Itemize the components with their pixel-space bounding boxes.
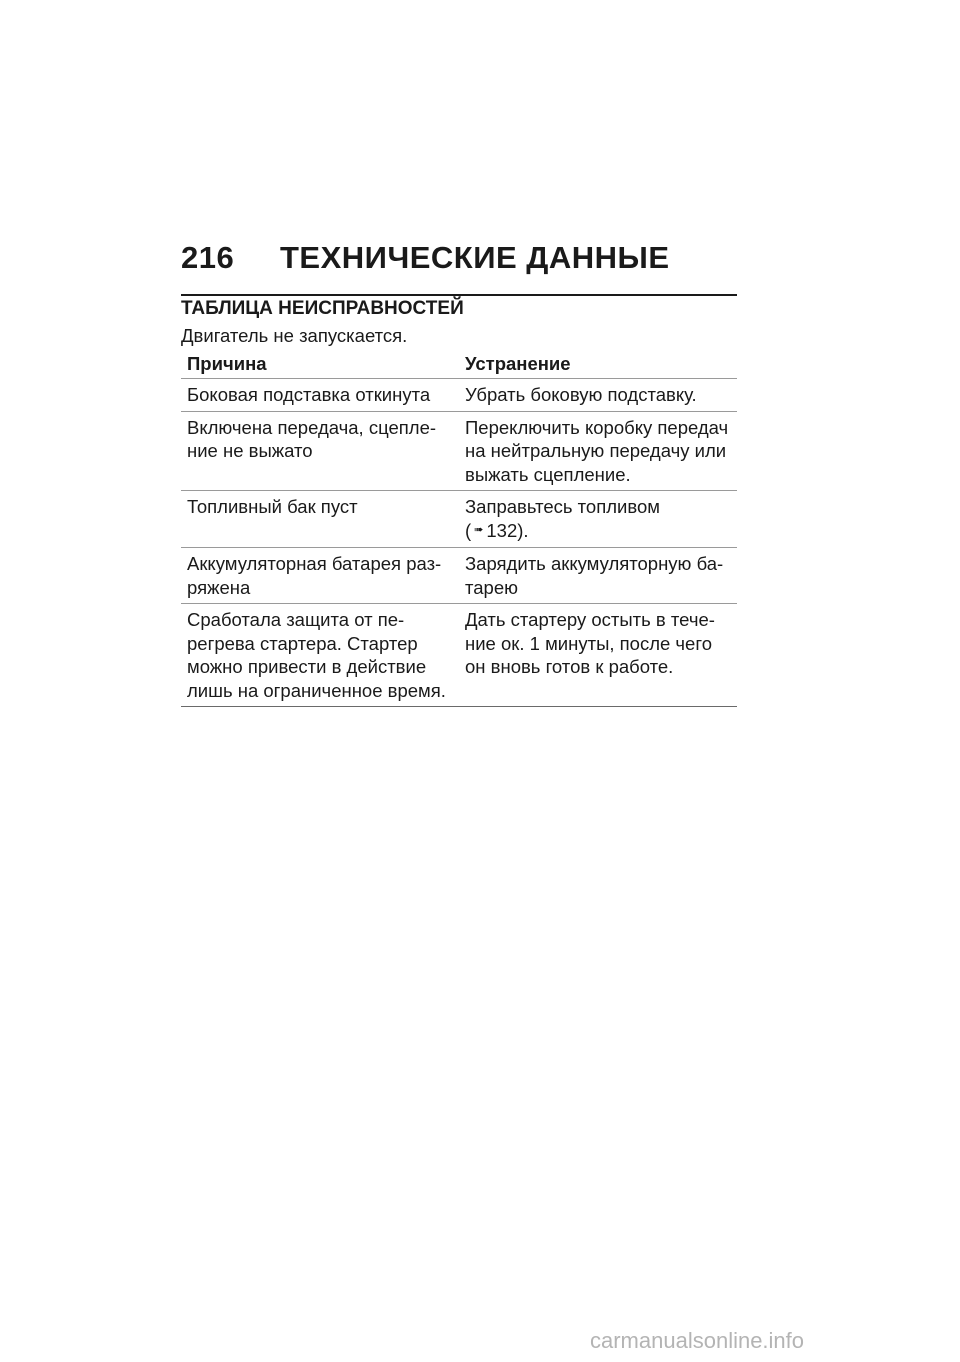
page-header xyxy=(181,240,737,282)
remedy-line: ние ок. 1 минуты, после чего xyxy=(465,632,712,654)
fault-table xyxy=(181,349,737,707)
page-reference[interactable] xyxy=(465,519,731,544)
problem-statement: Двигатель не запускается. xyxy=(181,325,408,346)
remedy-line: Заправьтесь топливом xyxy=(465,496,660,517)
table-row xyxy=(181,412,737,492)
cause-line: Сработала защита от пе- xyxy=(187,609,405,631)
cause-line: ние не выжато xyxy=(187,440,313,461)
column-header-cause: Причина xyxy=(187,352,267,374)
remedy-cell xyxy=(461,608,737,702)
cause-line: ряжена xyxy=(187,576,251,598)
chapter-title: ТЕХНИЧЕСКИЕ ДАННЫЕ xyxy=(280,240,670,275)
remedy-line: Переключить коробку передач xyxy=(465,416,729,438)
remedy-cell xyxy=(461,495,737,543)
cause-line: Боковая подставка откинута xyxy=(187,384,431,405)
cause-line: можно привести в действие xyxy=(187,656,427,678)
table-row xyxy=(181,604,737,707)
cause-cell xyxy=(181,608,461,702)
cause-cell xyxy=(181,495,461,543)
remedy-cell xyxy=(461,552,737,599)
remedy-line: Убрать боковую подставку. xyxy=(465,384,697,405)
table-row xyxy=(181,548,737,604)
remedy-line: тарею xyxy=(465,576,519,598)
page-number: 216 xyxy=(181,240,235,275)
cause-line: Топливный бак пуст xyxy=(187,496,358,517)
page-reference-arrow-icon: ➠ xyxy=(474,523,484,536)
column-header-remedy: Устранение xyxy=(465,352,571,374)
cause-cell xyxy=(181,552,461,599)
cause-line: Включена передача, сцепле- xyxy=(187,416,437,438)
section-divider xyxy=(181,294,737,296)
remedy-line: он вновь готов к работе. xyxy=(465,656,674,678)
cause-line: Аккумуляторная батарея раз- xyxy=(187,553,442,575)
watermark: carmanualsonline.info xyxy=(590,1328,805,1353)
remedy-line: Зарядить аккумуляторную ба- xyxy=(465,553,724,575)
cause-line: лишь на ограниченное время. xyxy=(187,679,446,701)
table-header-row xyxy=(181,349,737,379)
section-title: ТАБЛИЦА НЕИСПРАВНОСТЕЙ xyxy=(181,298,464,319)
cause-cell xyxy=(181,416,461,487)
table-row xyxy=(181,491,737,548)
remedy-line: на нейтральную передачу или xyxy=(465,440,727,461)
table-row xyxy=(181,379,737,412)
remedy-line: Дать стартеру остыть в тече- xyxy=(465,609,715,631)
ref-open-paren: ( xyxy=(465,519,472,541)
remedy-line: выжать сцепление. xyxy=(465,463,631,485)
remedy-cell xyxy=(461,416,737,487)
ref-close-paren: ). xyxy=(517,519,529,541)
cause-cell xyxy=(181,383,461,407)
remedy-cell xyxy=(461,383,737,407)
cause-line: регрева стартера. Стартер xyxy=(187,632,418,654)
reference-page-number: 132 xyxy=(486,519,518,541)
